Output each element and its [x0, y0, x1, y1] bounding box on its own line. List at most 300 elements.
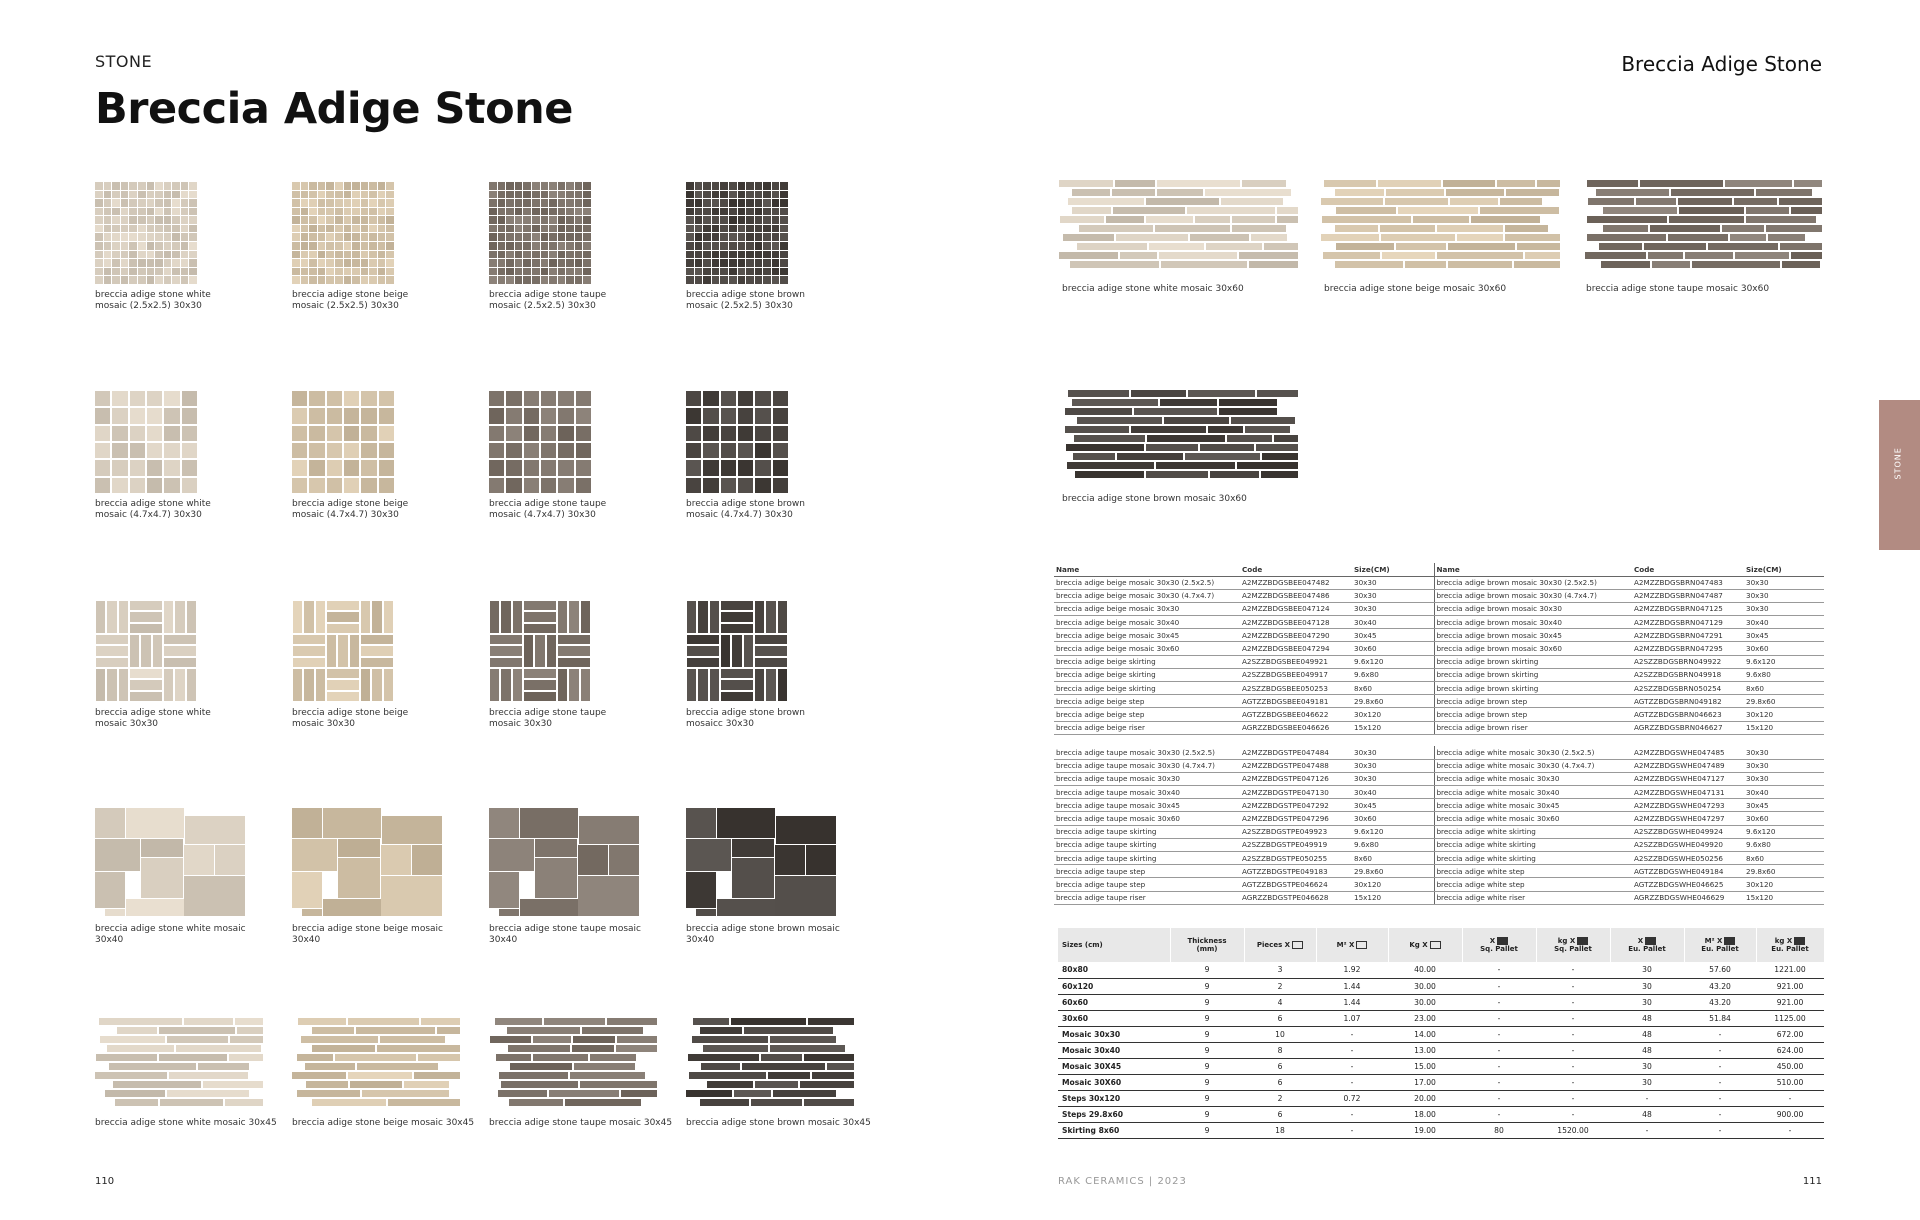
table-cell: A2SZZBDGSTPE049923	[1240, 825, 1352, 838]
table-row	[1054, 746, 1824, 759]
pack-header-sublabel: Eu. Pallet	[1771, 945, 1809, 953]
table-cell: A2MZZBDGSBRN047291	[1632, 629, 1744, 642]
table-cell: -	[1684, 1090, 1756, 1106]
table-cell: breccia adige beige skirting	[1054, 655, 1240, 668]
table-row	[1054, 772, 1824, 785]
mosaic-tile-image[interactable]	[292, 182, 394, 284]
table-cell: Mosaic 30x40	[1058, 1042, 1170, 1058]
table-cell: breccia adige white mosaic 30x30	[1434, 772, 1632, 785]
table-cell: breccia adige beige skirting	[1054, 682, 1240, 695]
tile-caption-line: mosaic (4.7x4.7) 30x30	[95, 509, 202, 520]
table-cell: 20.00	[1388, 1090, 1462, 1106]
table-cell: 13.00	[1388, 1042, 1462, 1058]
tile-caption-line: mosaicc 30x30	[686, 718, 754, 729]
table-cell: 30x30	[1352, 576, 1434, 589]
table-cell: 30	[1610, 1074, 1684, 1090]
table-cell: breccia adige beige mosaic 30x60	[1054, 642, 1240, 655]
box-icon	[1430, 941, 1441, 949]
basketweave-tile-image[interactable]	[95, 600, 197, 702]
table-cell: 9	[1170, 994, 1244, 1010]
table-cell: 30x45	[1352, 629, 1434, 642]
pattern-tile-image[interactable]	[489, 808, 639, 916]
table-cell: 9	[1170, 1058, 1244, 1074]
table-cell: 9.6x80	[1352, 668, 1434, 681]
pack-header-cell	[1170, 928, 1244, 962]
code-table-header	[1054, 563, 1824, 576]
table-cell: 29.8x60	[1744, 695, 1824, 708]
tile-caption-line: breccia adige stone beige	[292, 499, 409, 509]
table-cell: 30	[1610, 978, 1684, 994]
table-cell: -	[1462, 1074, 1536, 1090]
table-cell: 9.6x80	[1744, 838, 1824, 851]
table-cell: 624.00	[1756, 1042, 1824, 1058]
side-tab-label: STONE	[1893, 447, 1903, 480]
table-cell: A2MZZBDGSBRN047295	[1632, 642, 1744, 655]
table-cell: 30x30	[1352, 746, 1434, 759]
table-cell: breccia adige taupe skirting	[1054, 852, 1240, 865]
mosaic-tile-image[interactable]	[292, 391, 394, 493]
tile-caption	[95, 499, 211, 520]
table-cell: 9.6x120	[1352, 825, 1434, 838]
side-tab[interactable]	[1879, 400, 1920, 550]
table-cell: 30x30	[1744, 589, 1824, 602]
table-cell: breccia adige taupe mosaic 30x60	[1054, 812, 1240, 825]
table-cell: 51.84	[1684, 1010, 1756, 1026]
tile-caption-line: mosaic (2.5x2.5) 30x30	[489, 300, 596, 311]
tile-caption-line: breccia adige stone beige mosaic	[292, 924, 443, 934]
table-cell: -	[1536, 1090, 1610, 1106]
table-cell: A2MZZBDGSBRN047483	[1632, 576, 1744, 589]
table-cell: 6	[1244, 1106, 1316, 1122]
table-cell: breccia adige beige mosaic 30x40	[1054, 616, 1240, 629]
table-row	[1054, 852, 1824, 865]
tile-caption-line: breccia adige stone brown	[686, 290, 805, 300]
strip-mosaic-image[interactable]	[292, 1018, 460, 1108]
table-cell: -	[1536, 978, 1610, 994]
tile-caption-line: breccia adige stone taupe mosaic	[489, 924, 641, 934]
table-cell: 8x60	[1352, 682, 1434, 695]
pack-header-label: Kg X	[1409, 941, 1428, 949]
tile-caption-line: breccia adige stone beige	[292, 708, 409, 718]
table-cell: A2MZZBDGSBRN047487	[1632, 589, 1744, 602]
table-cell: A2SZZBDGSBRN049918	[1632, 668, 1744, 681]
tile-caption	[95, 1118, 277, 1129]
pack-header-cell	[1684, 928, 1756, 962]
table-row	[1058, 1106, 1824, 1122]
basketweave-tile-image[interactable]	[489, 600, 591, 702]
mosaic-tile-image[interactable]	[686, 182, 788, 284]
table-row	[1054, 878, 1824, 891]
table-cell: -	[1316, 1122, 1388, 1138]
table-cell: 30x30	[1744, 746, 1824, 759]
table-row	[1054, 616, 1824, 629]
table-cell: AGTZZBDGSBEE046622	[1240, 708, 1352, 721]
table-row	[1054, 865, 1824, 878]
mosaic-tile-image[interactable]	[686, 391, 788, 493]
footer-brand: RAK CERAMICS | 2023	[1058, 1176, 1187, 1187]
pattern-tile-image[interactable]	[292, 808, 442, 916]
table-row	[1054, 708, 1824, 721]
table-cell: 9	[1170, 1122, 1244, 1138]
table-cell: -	[1316, 1058, 1388, 1074]
table-cell: Size(CM)	[1352, 563, 1434, 576]
table-row	[1058, 1026, 1824, 1042]
table-cell: breccia adige brown step	[1434, 695, 1632, 708]
table-cell: -	[1316, 1106, 1388, 1122]
tile-caption	[489, 290, 606, 311]
tile-caption-line: mosaic 30x30	[292, 718, 356, 729]
table-cell: -	[1462, 962, 1536, 978]
table-cell: -	[1462, 1058, 1536, 1074]
table-cell: 80	[1462, 1122, 1536, 1138]
table-cell: breccia adige brown riser	[1434, 721, 1632, 734]
pallet-icon	[1794, 937, 1805, 945]
table-cell: 48	[1610, 1026, 1684, 1042]
table-row	[1058, 1058, 1824, 1074]
pack-header-label: Pieces X	[1256, 941, 1291, 949]
table-cell: 30x60	[1352, 812, 1434, 825]
table-cell: 30x120	[1744, 878, 1824, 891]
table-row	[1054, 891, 1824, 904]
table-cell: 9	[1170, 978, 1244, 994]
table-row	[1054, 786, 1824, 799]
table-cell: -	[1316, 1026, 1388, 1042]
tile-caption	[292, 1118, 474, 1129]
table-cell: 9	[1170, 1010, 1244, 1026]
table-row	[1054, 838, 1824, 851]
pack-header-label: X	[1489, 937, 1496, 945]
table-cell: breccia adige taupe mosaic 30x30 (2.5x2.5)	[1054, 746, 1240, 759]
table-cell: AGTZZBDGSWHE046625	[1632, 878, 1744, 891]
pallet-icon	[1497, 937, 1508, 945]
table-cell: 30x120	[1744, 708, 1824, 721]
table-cell: 6	[1244, 1074, 1316, 1090]
tile-caption	[1324, 284, 1506, 295]
pattern-tile-image[interactable]	[686, 808, 836, 916]
table-cell: 1520.00	[1536, 1122, 1610, 1138]
table-cell: 2	[1244, 1090, 1316, 1106]
tile-caption-line: breccia adige stone brown mosaic	[686, 924, 840, 934]
table-cell: 9.6x80	[1352, 838, 1434, 851]
table-cell: 30x120	[1352, 708, 1434, 721]
table-cell: breccia adige beige skirting	[1054, 668, 1240, 681]
table-cell: 8x60	[1744, 852, 1824, 865]
strip-mosaic-image[interactable]	[1582, 180, 1822, 270]
tile-caption	[489, 499, 606, 520]
table-cell: 18.00	[1388, 1106, 1462, 1122]
table-cell: 15x120	[1744, 721, 1824, 734]
table-cell: 1.07	[1316, 1010, 1388, 1026]
right-page-title: Breccia Adige Stone	[1621, 52, 1822, 76]
pack-header-sublabel: Sq. Pallet	[1480, 945, 1518, 953]
tile-caption	[95, 924, 246, 945]
table-cell: 8x60	[1352, 852, 1434, 865]
page-number-left: 110	[95, 1176, 115, 1187]
tile-caption	[686, 290, 805, 311]
table-cell: 1221.00	[1756, 962, 1824, 978]
table-cell: breccia adige white skirting	[1434, 838, 1632, 851]
tile-caption-line: 30x40	[95, 934, 124, 945]
table-cell: -	[1536, 1010, 1610, 1026]
tile-caption-line: 30x40	[686, 934, 715, 945]
page-title: Breccia Adige Stone	[95, 84, 573, 134]
table-cell: 15x120	[1744, 891, 1824, 904]
table-cell: Skirting 8x60	[1058, 1122, 1170, 1138]
table-cell: A2SZZBDGSWHE049924	[1632, 825, 1744, 838]
table-cell: breccia adige taupe skirting	[1054, 825, 1240, 838]
table-cell: A2MZZBDGSWHE047489	[1632, 759, 1744, 772]
table-cell: 48	[1610, 1106, 1684, 1122]
table-cell: breccia adige brown mosaic 30x60	[1434, 642, 1632, 655]
table-cell: breccia adige brown mosaic 30x30	[1434, 602, 1632, 615]
table-cell: -	[1462, 1042, 1536, 1058]
table-cell: 6	[1244, 1010, 1316, 1026]
table-cell: -	[1536, 1106, 1610, 1122]
table-cell: 29.8x60	[1352, 865, 1434, 878]
mosaic-tile-image[interactable]	[489, 182, 591, 284]
table-cell: 9.6x80	[1744, 668, 1824, 681]
table-row	[1054, 825, 1824, 838]
table-cell: 1.92	[1316, 962, 1388, 978]
table-cell: breccia adige taupe riser	[1054, 891, 1240, 904]
table-row	[1058, 994, 1824, 1010]
pack-header-cell	[1244, 928, 1316, 962]
table-cell: 48	[1610, 1042, 1684, 1058]
table-cell: -	[1756, 1090, 1824, 1106]
tile-caption-line: breccia adige stone taupe mosaic 30x60	[1586, 284, 1770, 294]
tile-caption-line: breccia adige stone white	[95, 499, 211, 509]
basketweave-tile-image[interactable]	[686, 600, 788, 702]
table-cell: -	[1536, 1042, 1610, 1058]
packaging-table	[1058, 928, 1825, 1139]
table-row	[1054, 629, 1824, 642]
table-cell: breccia adige white mosaic 30x60	[1434, 812, 1632, 825]
table-cell: 8	[1244, 1042, 1316, 1058]
pack-header-label: M² X	[1704, 937, 1723, 945]
table-cell: 30x60	[1058, 1010, 1170, 1026]
table-cell: breccia adige beige mosaic 30x45	[1054, 629, 1240, 642]
table-cell: breccia adige white mosaic 30x45	[1434, 799, 1632, 812]
table-cell: 48	[1610, 1010, 1684, 1026]
table-cell: 10	[1244, 1026, 1316, 1042]
tile-caption-line: breccia adige stone beige	[292, 290, 409, 300]
pattern-tile-image[interactable]	[95, 808, 245, 916]
table-cell: 30x60	[1352, 642, 1434, 655]
table-cell: breccia adige beige mosaic 30x30	[1054, 602, 1240, 615]
table-cell: 30x40	[1744, 786, 1824, 799]
tile-caption	[292, 708, 408, 729]
pack-header-cell	[1610, 928, 1684, 962]
tile-caption-line: mosaic (2.5x2.5) 30x30	[292, 300, 399, 311]
tile-caption	[686, 1118, 871, 1129]
table-cell: breccia adige taupe step	[1054, 878, 1240, 891]
strip-mosaic-image[interactable]	[1320, 180, 1560, 270]
table-cell: -	[1462, 994, 1536, 1010]
tile-caption	[1062, 494, 1247, 505]
table-cell: 30x30	[1744, 772, 1824, 785]
table-cell: 15.00	[1388, 1058, 1462, 1074]
tile-caption	[686, 499, 805, 520]
table-cell: A2MZZBDGSBRN047125	[1632, 602, 1744, 615]
table-cell: 30x120	[1352, 878, 1434, 891]
box-icon	[1356, 941, 1367, 949]
table-cell: A2MZZBDGSBEE047486	[1240, 589, 1352, 602]
packaging-header	[1058, 928, 1824, 962]
table-cell: A2MZZBDGSTPE047292	[1240, 799, 1352, 812]
table-cell: 57.60	[1684, 962, 1756, 978]
tile-caption	[489, 1118, 672, 1129]
table-cell: A2SZZBDGSWHE050256	[1632, 852, 1744, 865]
table-cell: 14.00	[1388, 1026, 1462, 1042]
tile-caption-line: breccia adige stone brown	[686, 499, 805, 509]
table-cell: A2SZZBDGSBEE049921	[1240, 655, 1352, 668]
pack-header-sublabel: Eu. Pallet	[1701, 945, 1739, 953]
pack-header-label: kg X	[1774, 937, 1793, 945]
table-cell: A2SZZBDGSTPE050255	[1240, 852, 1352, 865]
table-cell: 30x60	[1744, 642, 1824, 655]
table-cell: 43.20	[1684, 994, 1756, 1010]
tile-caption-line: breccia adige stone taupe	[489, 290, 607, 300]
table-cell: 9.6x120	[1744, 655, 1824, 668]
table-cell: -	[1610, 1090, 1684, 1106]
mosaic-tile-image[interactable]	[95, 391, 197, 493]
table-cell: -	[1684, 1074, 1756, 1090]
table-cell: 30x30	[1352, 589, 1434, 602]
tile-caption-line: breccia adige stone white mosaic	[95, 924, 246, 934]
table-cell: 15x120	[1352, 891, 1434, 904]
table-cell: breccia adige brown skirting	[1434, 668, 1632, 681]
strip-mosaic-image[interactable]	[489, 1018, 657, 1108]
table-cell: breccia adige taupe mosaic 30x40	[1054, 786, 1240, 799]
table-row	[1054, 721, 1824, 734]
tile-caption	[292, 924, 443, 945]
table-row	[1054, 655, 1824, 668]
mosaic-tile-image[interactable]	[95, 182, 197, 284]
table-cell: -	[1462, 1106, 1536, 1122]
tile-caption-line: mosaic (4.7x4.7) 30x30	[489, 509, 596, 520]
mosaic-tile-image[interactable]	[489, 391, 591, 493]
table-cell: 9	[1170, 1042, 1244, 1058]
tile-caption-line: breccia adige stone taupe mosaic 30x45	[489, 1118, 673, 1128]
table-cell: breccia adige brown skirting	[1434, 682, 1632, 695]
table-cell: A2MZZBDGSBRN047129	[1632, 616, 1744, 629]
tile-caption-line: breccia adige stone brown mosaic 30x60	[1062, 494, 1247, 504]
table-cell: 450.00	[1756, 1058, 1824, 1074]
table-cell: 30.00	[1388, 978, 1462, 994]
table-cell: A2MZZBDGSTPE047488	[1240, 759, 1352, 772]
table-cell: A2SZZBDGSBEE049917	[1240, 668, 1352, 681]
strip-mosaic-image[interactable]	[1058, 390, 1298, 480]
table-cell: 30x40	[1352, 616, 1434, 629]
tile-caption-line: breccia adige stone white mosaic 30x45	[95, 1118, 277, 1128]
table-cell: breccia adige brown mosaic 30x45	[1434, 629, 1632, 642]
code-table-2	[1054, 746, 1824, 905]
tile-caption	[686, 708, 805, 729]
pack-header-cell	[1536, 928, 1610, 962]
strip-mosaic-image[interactable]	[95, 1018, 263, 1108]
table-cell: breccia adige beige step	[1054, 695, 1240, 708]
table-cell: -	[1610, 1122, 1684, 1138]
table-cell: A2SZZBDGSWHE049920	[1632, 838, 1744, 851]
table-cell: 30x30	[1744, 759, 1824, 772]
table-cell: 921.00	[1756, 994, 1824, 1010]
tile-caption	[292, 290, 408, 311]
table-cell: breccia adige taupe mosaic 30x30 (4.7x4.7)	[1054, 759, 1240, 772]
tile-caption-line: breccia adige stone white	[95, 290, 211, 300]
table-cell: 9.6x120	[1744, 825, 1824, 838]
table-cell: 30.00	[1388, 994, 1462, 1010]
table-cell: -	[1462, 1090, 1536, 1106]
table-cell: 30x30	[1744, 602, 1824, 615]
table-cell: 6	[1244, 1058, 1316, 1074]
table-cell: breccia adige brown step	[1434, 708, 1632, 721]
page-number-right: 111	[1802, 1176, 1822, 1187]
basketweave-tile-image[interactable]	[292, 600, 394, 702]
table-cell: A2MZZBDGSBEE047124	[1240, 602, 1352, 615]
table-cell: 23.00	[1388, 1010, 1462, 1026]
table-cell: -	[1316, 1042, 1388, 1058]
table-row	[1054, 602, 1824, 615]
table-cell: -	[1684, 1058, 1756, 1074]
pack-header-cell	[1316, 928, 1388, 962]
tile-caption	[95, 290, 211, 311]
table-cell: 30x30	[1352, 759, 1434, 772]
pallet-icon	[1645, 937, 1656, 945]
tile-caption	[1586, 284, 1769, 295]
table-cell: AGTZZBDGSBEE049181	[1240, 695, 1352, 708]
tile-caption-line: breccia adige stone white	[95, 708, 211, 718]
table-row	[1054, 682, 1824, 695]
pack-header-sublabel: (mm)	[1196, 945, 1218, 953]
table-row	[1054, 589, 1824, 602]
table-cell: A2MZZBDGSWHE047127	[1632, 772, 1744, 785]
table-row	[1054, 799, 1824, 812]
tile-caption-line: breccia adige stone beige mosaic 30x45	[292, 1118, 475, 1128]
table-cell: Steps 30x120	[1058, 1090, 1170, 1106]
table-cell: 510.00	[1756, 1074, 1824, 1090]
table-cell: 9	[1170, 1074, 1244, 1090]
code-table-1	[1054, 563, 1824, 735]
tile-caption-line: breccia adige stone brown mosaic 30x45	[686, 1118, 871, 1128]
table-cell: A2MZZBDGSTPE047126	[1240, 772, 1352, 785]
box-icon	[1292, 941, 1303, 949]
tile-caption-line: breccia adige stone beige mosaic 30x60	[1324, 284, 1507, 294]
strip-mosaic-image[interactable]	[686, 1018, 854, 1108]
table-cell: breccia adige white skirting	[1434, 852, 1632, 865]
table-cell: breccia adige taupe mosaic 30x30	[1054, 772, 1240, 785]
table-cell: 2	[1244, 978, 1316, 994]
table-cell: breccia adige brown mosaic 30x30 (2.5x2.5)	[1434, 576, 1632, 589]
table-cell: breccia adige brown mosaic 30x30 (4.7x4.7)	[1434, 589, 1632, 602]
table-cell: 30x40	[1352, 786, 1434, 799]
table-cell: breccia adige taupe step	[1054, 865, 1240, 878]
table-cell: AGRZZBDGSBRN046627	[1632, 721, 1744, 734]
table-cell: AGTZZBDGSWHE049184	[1632, 865, 1744, 878]
pack-header-label: X	[1637, 937, 1644, 945]
table-cell: 672.00	[1756, 1026, 1824, 1042]
table-cell: 30x30	[1744, 576, 1824, 589]
table-row	[1054, 759, 1824, 772]
table-row	[1054, 668, 1824, 681]
strip-mosaic-image[interactable]	[1058, 180, 1298, 270]
table-cell: breccia adige white mosaic 30x40	[1434, 786, 1632, 799]
table-row	[1058, 978, 1824, 994]
table-cell: 30x30	[1352, 772, 1434, 785]
table-cell: breccia adige taupe mosaic 30x45	[1054, 799, 1240, 812]
table-cell: breccia adige white mosaic 30x30 (4.7x4.7)	[1434, 759, 1632, 772]
table-cell: 30	[1610, 962, 1684, 978]
table-row	[1054, 812, 1824, 825]
